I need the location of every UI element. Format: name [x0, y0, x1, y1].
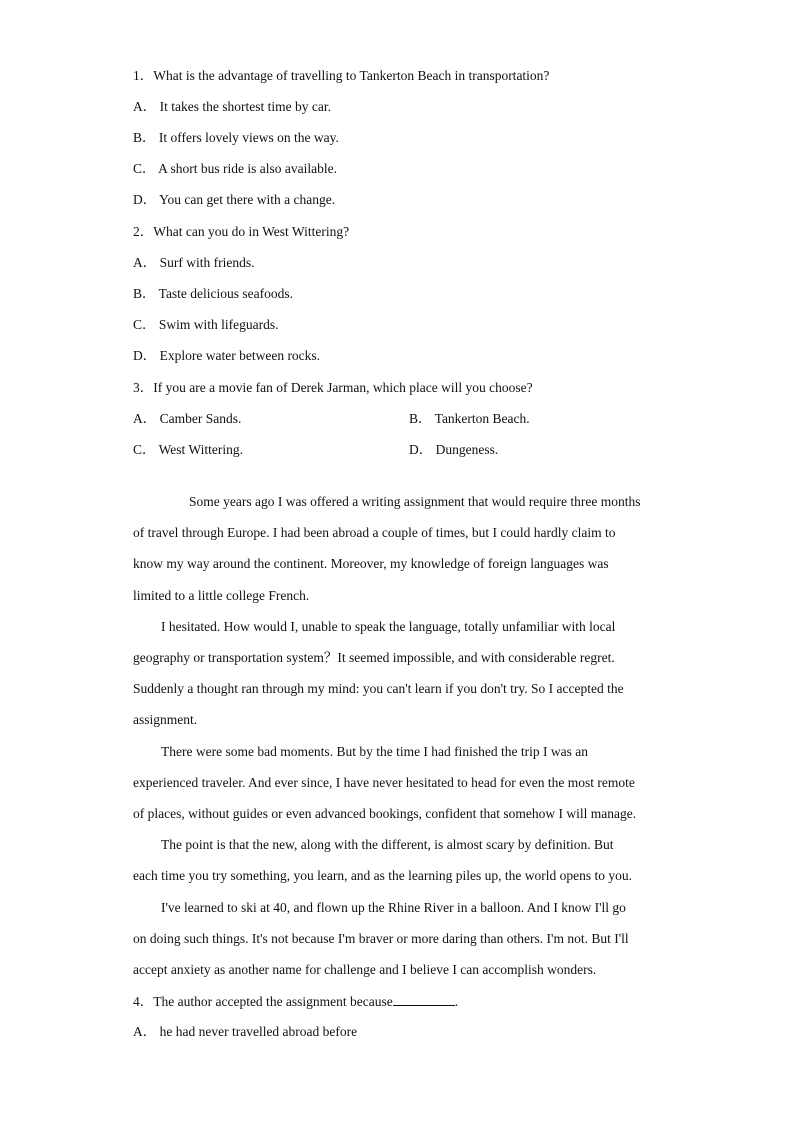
q4-stem-end: .	[454, 994, 459, 1009]
passage-p4-line2: each time you try something, you learn, and as the learning piles up, the world opens to you.	[133, 868, 633, 883]
q2-option-c: C． Swim with lifeguards.	[133, 317, 279, 332]
passage-p1-line4: limited to a little college French.	[133, 588, 310, 603]
q3-option-c: C． West Wittering.	[133, 442, 243, 457]
passage-p1-line2: of travel through Europe. I had been abroad a couple of times, but I could hardly claim to	[133, 525, 616, 540]
q1-option-c: C． A short bus ride is also available.	[133, 161, 337, 176]
passage-p5-line3: accept anxiety as another name for challenge and I believe I can accomplish wonders.	[133, 962, 597, 977]
passage-p3-line1: There were some bad moments. But by the time I had finished the trip I was an	[161, 744, 589, 759]
q2-option-d: D． Explore water between rocks.	[133, 348, 321, 363]
passage-p2-line4: assignment.	[133, 712, 198, 727]
q1-option-a: A． It takes the shortest time by car.	[133, 99, 331, 114]
passage-p5-line2: on doing such things. It's not because I'm braver or more daring than others. I'm not. But I'll	[133, 931, 629, 946]
q3-option-a: A． Camber Sands.	[133, 411, 242, 426]
q2-option-a: A． Surf with friends.	[133, 255, 255, 270]
q4-option-a: A． he had never travelled abroad before	[133, 1024, 358, 1039]
q1-option-d: D． You can get there with a change.	[133, 192, 336, 207]
passage-p3-line3: of places, without guides or even advanced bookings, confident that somehow I will manage.	[133, 806, 637, 821]
q4-answer-blank	[393, 993, 455, 1006]
passage-p3-line2: experienced traveler. And ever since, I have never hesitated to head for even the most remote	[133, 775, 635, 790]
passage-p5-line1: I've learned to ski at 40, and flown up the Rhine River in a balloon. And I know I'll go	[161, 900, 626, 915]
q4-stem	[133, 993, 458, 1010]
passage-p1-line1: Some years ago I was offered a writing assignment that would require three months	[189, 494, 641, 509]
q3-option-d: D． Dungeness.	[409, 442, 499, 457]
q3-option-b: B． Tankerton Beach.	[409, 411, 530, 426]
q4-stem-text: 4．The author accepted the assignment because	[133, 994, 393, 1009]
q1-stem: 1．What is the advantage of travelling to Tankerton Beach in transportation?	[133, 68, 550, 83]
q2-option-b: B． Taste delicious seafoods.	[133, 286, 294, 301]
passage-p2-line2: geography or transportation system？It seemed impossible, and with considerable regret.	[133, 650, 615, 665]
passage-p1-line3: know my way around the continent. Moreover, my knowledge of foreign languages was	[133, 556, 609, 571]
q2-stem: 2．What can you do in West Wittering?	[133, 224, 350, 239]
q1-option-b: B． It offers lovely views on the way.	[133, 130, 339, 145]
passage-p2-line3: Suddenly a thought ran through my mind: you can't learn if you don't try. So I accepted the	[133, 681, 624, 696]
passage-p4-line1: The point is that the new, along with the different, is almost scary by definition. But	[161, 837, 614, 852]
passage-p2-line1: I hesitated. How would I, unable to speak the language, totally unfamiliar with local	[161, 619, 616, 634]
q3-stem: 3．If you are a movie fan of Derek Jarman, which place will you choose?	[133, 380, 533, 395]
